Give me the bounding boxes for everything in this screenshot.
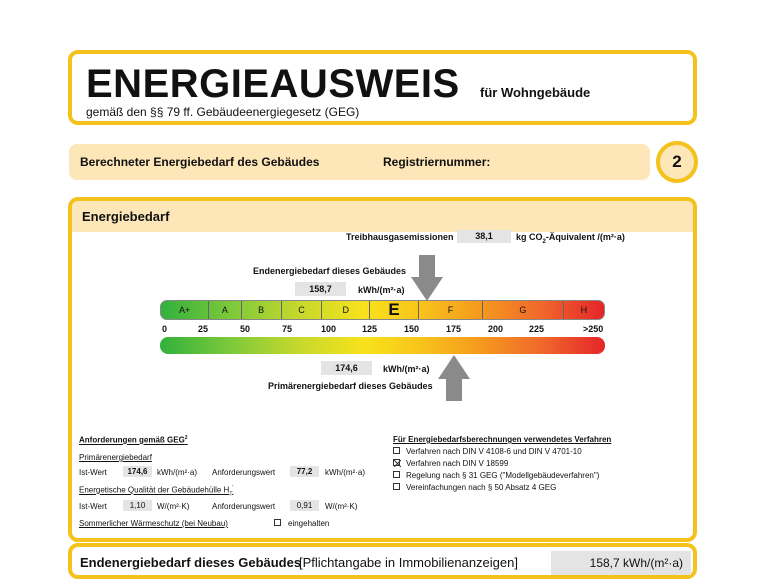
primary-requirement-heading: Primärenergiebedarf: [79, 453, 152, 462]
law-reference: gemäß den §§ 79 ff. Gebäudeenergiegesetz (GEG): [86, 105, 360, 119]
end-energy-arrow-icon: [411, 255, 443, 301]
header-box: [68, 50, 697, 125]
end-energy-value: 158,7: [295, 282, 346, 296]
scale-tick-label: 50: [240, 324, 251, 334]
primary-energy-arrow-icon: [438, 355, 470, 401]
requirement2-value-unit: W/(m²·K): [325, 502, 358, 511]
summer-protection-label: Sommerlicher Wärmeschutz (bei Neubau): [79, 519, 228, 528]
primary-energy-value: 174,6: [321, 361, 372, 375]
energy-class-a: A: [209, 301, 241, 319]
footer-note: [Pflichtangabe in Immobilienanzeigen]: [299, 555, 518, 570]
method-label: Verfahren nach DIN V 4108-6 und DIN V 4701-10: [406, 447, 582, 456]
energy-class-g: G: [483, 301, 564, 319]
scale-tick-label: 150: [404, 324, 420, 334]
end-energy-label: Endenergiebedarf dieses Gebäudes: [253, 266, 407, 276]
summer-protection-check-label: eingehalten: [288, 519, 330, 528]
energy-class-f: F: [419, 301, 483, 319]
scale-tick-label: >250: [583, 324, 604, 334]
document-subtitle: für Wohngebäude: [480, 85, 591, 100]
footer-box: [68, 543, 697, 579]
method-checkbox[interactable]: [393, 471, 400, 478]
ist2-value: 1,10: [123, 500, 152, 511]
energy-class-scale: [160, 300, 605, 320]
ist-value-label: Ist-Wert: [79, 468, 107, 477]
footer-end-energy-value: 158,7 kWh/(m²·a): [551, 551, 691, 575]
requirement2-value-label: Anforderungswert: [212, 502, 276, 511]
scale-tick-label: 75: [282, 324, 293, 334]
method-checkbox[interactable]: [393, 483, 400, 490]
method-label: Regelung nach § 31 GEG ("Modellgebäudeverfahren"): [406, 471, 600, 480]
methods-title: Für Energiebedarfsberechnungen verwendetes Verfahren: [393, 435, 612, 444]
energy-class-c: C: [282, 301, 322, 319]
requirement-value: 77,2: [290, 466, 319, 477]
energy-class-aplus: A+: [161, 301, 209, 319]
ghg-value: 38,1: [457, 230, 511, 243]
energy-class-d: D: [322, 301, 370, 319]
end-energy-unit: kWh/(m²·a): [358, 285, 405, 295]
document-title: ENERGIEAUSWEIS: [86, 62, 460, 106]
method-label: Verfahren nach DIN V 18599: [406, 459, 509, 468]
ist-value: 174,6: [123, 466, 152, 477]
requirement-value-unit: kWh/(m²·a): [325, 468, 365, 477]
scale-tick-label: 175: [446, 324, 462, 334]
envelope-quality-heading: Energetische Qualität der Gebäudehülle $H_T'$: [79, 485, 234, 498]
method-checkbox[interactable]: [393, 447, 400, 454]
ghg-label: Treibhausgasemissionen: [346, 232, 454, 242]
scale-tick-label: 125: [362, 324, 378, 334]
energy-section-header: [72, 201, 693, 232]
section-bar: [69, 144, 650, 180]
page-number: 2: [656, 141, 698, 183]
primary-energy-label: Primärenergiebedarf dieses Gebäudes: [268, 381, 433, 391]
requirement-value-label: Anforderungswert: [212, 468, 276, 477]
scale-tick-label: 25: [198, 324, 209, 334]
energy-section-title: Energiebedarf: [82, 209, 170, 224]
method-label: Vereinfachungen nach § 50 Absatz 4 GEG: [406, 483, 557, 492]
ist2-value-label: Ist-Wert: [79, 502, 107, 511]
energy-class-h: H: [580, 305, 588, 315]
scale-tick-label: 100: [321, 324, 337, 334]
summer-protection-checkbox[interactable]: [274, 519, 281, 526]
ist2-value-unit: W/(m²·K): [157, 502, 190, 511]
footer-title: Endenergiebedarf dieses Gebäudes: [80, 555, 302, 570]
scale-tick-label: 225: [529, 324, 545, 334]
section-label: Berechneter Energiebedarf des Gebäudes: [80, 155, 320, 169]
requirements-title: Anforderungen gemäß GEG$^2$: [79, 435, 188, 445]
primary-energy-unit: kWh/(m²·a): [383, 364, 430, 374]
ist-value-unit: kWh/(m²·a): [157, 468, 197, 477]
ghg-unit: kg $CO_2$-Äquivalent /(m²·a): [516, 232, 625, 245]
energy-gradient-bar: [160, 337, 605, 354]
requirement2-value: 0,91: [290, 500, 319, 511]
scale-tick-label: 0: [162, 324, 168, 334]
energy-class-e: E: [370, 301, 418, 319]
energy-class-b: B: [242, 301, 282, 319]
scale-tick-label: 200: [488, 324, 504, 334]
method-checkbox[interactable]: [393, 459, 400, 466]
registration-label: Registriernummer:: [383, 155, 491, 169]
